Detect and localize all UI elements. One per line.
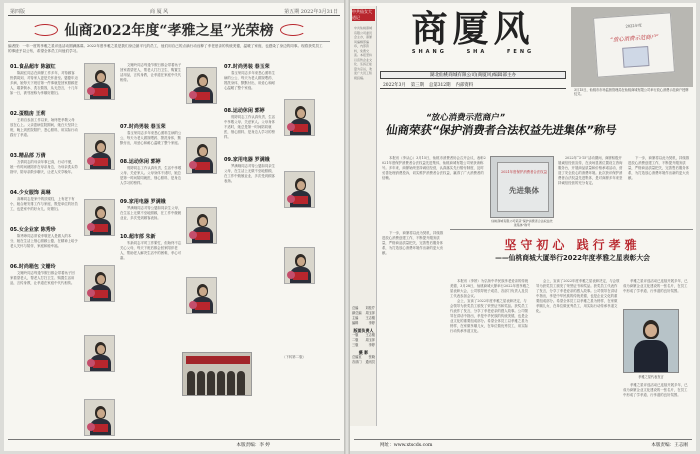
winner-text: 朱新同志平时工作繁忙，但始终不忘关心父母，每天下班后都会回家陪伴老人，帮助老人解决生活中的困难，孝心可嘉。 bbox=[120, 241, 182, 260]
running-head bbox=[8, 7, 340, 16]
article-column: 孝雅之星评选活动已连续开展多年，已成为商厦企业文化建设的一张名片，在员工中形成了学孝道、行孝道的良好氛围。 bbox=[623, 383, 688, 397]
honor-roll-banner bbox=[8, 18, 330, 42]
editor-note: 编者按：一年一度的孝雅之星评选活动圆满落幕。2022年度孝雅之星是我们身边最平凡的员工，他们用自己的点滴行动诠释了孝老爱亲的传统美德，温暖了家庭，也感染了身边的同事。现将获奖员工的事迹予以公布，希望全体员工向他们学习。 bbox=[8, 44, 323, 53]
winner-photo bbox=[84, 335, 115, 372]
award-ceremony-photo bbox=[182, 352, 252, 396]
article-column: 本报讯（李从心）3月15日，仙桃市消费者协会召开会议，表彰2021年度保护消费者合法权益先进集体，仙桃商城有限公司荣获该称号。多年来，商厦始终坚持诚信经营，认真落实先行赔付制度，及时妥善处理消费投诉，切实维护消费者合法权益，赢得了广大消费者的信赖。 bbox=[382, 156, 486, 180]
winner-title: 03.精品部 万倩 bbox=[10, 153, 46, 159]
winner-photo bbox=[84, 199, 115, 236]
staff-row: 编辑 李婷 bbox=[352, 321, 375, 325]
article-column: 会上，宣读了2022年度孝雅之星表彰决定，与会领导为获奖员工颁发了荣誉证书和奖品。获奖员工代表作了发言，分享了孝老爱亲的感人故事。公司领导在讲话中指出，孝是中华民族的传统美德，也是企业文化的重要组成部分。希望全体员工以孝雅之星为榜样，在家做孝顺儿女，在单位做优秀员工，用实际行动传承孝道文化。 bbox=[536, 279, 620, 313]
winner-photo bbox=[284, 247, 315, 284]
winner-photo bbox=[186, 277, 217, 314]
winner-text: 万倩同志的母亲年事已高，行动不便，她一有时间就陪伴在母亲身边，为母亲洗头剪指甲，陪母亲散步聊天，让老人安享晚年。 bbox=[10, 160, 78, 174]
headline-consumer-award bbox=[380, 105, 693, 153]
masthead bbox=[380, 9, 566, 69]
winner-title: 07.时尚男装 春玉荣 bbox=[120, 124, 166, 130]
winner-text: 郭婷同志工作认真负责，生活中孝敬父母、关爱家人。父母身体不适时，她总是第一时间陪同就医，细心照料，是身边人学习的榜样。 bbox=[224, 115, 276, 139]
issue-line: 2022年3月 第三期 总第312期 内部资料 bbox=[380, 81, 566, 89]
left-page bbox=[4, 3, 344, 451]
winner-text: 春玉荣同志多年来悉心照料生病的公公，每天为老人做饭喂药、擦洗身体，默默付出，用爱心和耐心温暖了整个家庭。 bbox=[120, 131, 182, 145]
continued-note bbox=[254, 355, 334, 415]
winner-text: 文姗玲同志每逢节假日都会带着孩子回家看望老人，帮老人打扫卫生、购置生活用品，言传身教，让孝道在家庭中代代相传。 bbox=[10, 271, 75, 285]
article-column: 下一步，商厦将以此为契机，持续推进放心消费创建工作，不断提升服务质量，严格商品质量把关，完善售后服务体系，为打造放心消费环境作出新的更大贡献。 bbox=[382, 231, 444, 255]
page-footer bbox=[354, 439, 692, 448]
winner-title: 09.家用电器 罗满娥 bbox=[120, 199, 166, 205]
winner-photo bbox=[284, 99, 315, 136]
staff-row: 各部门 通讯员 bbox=[352, 360, 375, 364]
page-footer bbox=[8, 439, 340, 448]
winner-title: 09.家用电器 罗满娥 bbox=[224, 157, 270, 163]
winner-title: 07.时尚男装 春玉荣 bbox=[224, 64, 270, 70]
plaque-caption: 仙桃商城有限公司荣获“保护消费者合法权益先进集体”称号 bbox=[491, 219, 553, 228]
info-sidebar bbox=[350, 6, 377, 426]
paper-name: 商 厦 风 bbox=[150, 9, 169, 15]
winner-photo bbox=[84, 133, 115, 170]
headline-subtitle: “放心消费示范商户” bbox=[425, 113, 506, 123]
winners-column bbox=[120, 63, 182, 443]
photo-caption: 3月15日，仙桃市市场监督管理局在仙桃商城有限公司举行放心消费示范商户授牌仪式。 bbox=[574, 88, 689, 97]
winner-text: 高琳同志是家中的顶梁柱，上有老下有小，她合理安排工作与家庭，既是单位的好员工，也是家中的好女儿、好媳妇。 bbox=[10, 197, 78, 211]
winner-title: 01.食品超市 陈淑红 bbox=[10, 64, 56, 70]
section-label: 版面负责人 bbox=[353, 328, 374, 333]
winner-photo bbox=[84, 399, 115, 436]
winner-title: 08.运动休闲 郭婷 bbox=[224, 108, 265, 114]
winner-title: 05.女企业家 陈秀珍 bbox=[10, 227, 56, 233]
banner-title: 仙商2022年度“孝雅之星”光荣榜 bbox=[64, 22, 274, 39]
winner-photo bbox=[284, 171, 315, 208]
speaker-photo bbox=[623, 309, 679, 373]
website-link[interactable]: 网址：www.xtscds.com bbox=[380, 443, 433, 448]
staff-row: 主编 王志刚 bbox=[352, 316, 375, 320]
headline-main: 仙商荣获“保护消费者合法权益先进集体”称号 bbox=[385, 123, 618, 137]
award-board: 2022年度 “放心消费示范商户” bbox=[593, 12, 675, 77]
publisher-line: 湖北仙桃商城有限公司(商厦风)编辑部主办 bbox=[380, 71, 566, 79]
winner-text: 陈秀珍同志常说孝敬老人是做人的本分，她在生活上细心照顾公婆，在精神上给予老人关怀与陪伴，家庭和睦幸福。 bbox=[10, 234, 78, 248]
staff-row: 一版 王志刚 bbox=[352, 333, 375, 337]
portrait-caption: 孝雅之星代表发言 bbox=[638, 375, 664, 379]
winner-title: 08.运动休闲 郭婷 bbox=[120, 159, 161, 165]
winner-text-continued: 文姗玲同志每逢节假日都会带着孩子回家看望老人，帮老人打扫卫生、购置生活用品，言传身教，让孝道在家庭中代代相传。 bbox=[120, 63, 182, 82]
winner-photo bbox=[186, 207, 217, 244]
winner-title: 02.蛋糕房 王莉 bbox=[10, 111, 46, 117]
footer-editor: 本版责编：王志刚 bbox=[651, 443, 688, 448]
winner-photo bbox=[84, 265, 115, 302]
winner-title: 10.超市部 朱新 bbox=[120, 234, 156, 240]
winner-text: 春玉荣同志多年来悉心照料生病的公公，每天为老人做饭喂药、擦洗身体，默默付出，用爱心和耐心温暖了整个家庭。 bbox=[224, 71, 276, 90]
footer-editor: 本版责编：李 婷 bbox=[236, 443, 270, 448]
winner-photo bbox=[186, 137, 217, 174]
winner-photo bbox=[84, 63, 115, 100]
staff-row: 总编室 张晓 bbox=[352, 355, 375, 359]
winner-text: 罗满娥同志对待公婆如同亲生父母，在生活上无微不至地照顾，在工作中兢兢业业，多次受到顾客表扬。 bbox=[224, 164, 276, 183]
masthead-title: 商厦风 bbox=[411, 8, 535, 50]
staff-row: 三版 李婷 bbox=[352, 343, 375, 347]
winner-text: 陈淑红同志在商厦工作多年，对待顾客热情周到，对待家人更是关怀备至。婆婆年迈多病，她每天下班后第一件事就是回家照顾老人，端茶倒水、洗衣做饭，从无怨言，十几年如一日，被邻里称为孝顺好媳妇。 bbox=[10, 71, 78, 95]
page-number: 第四版 bbox=[10, 9, 26, 15]
article-column: 2022年“3·15”活动期间，商厦积极开展诚信经营宣传，在卖场显著位置设立咨询服务台，开展商品质量和价格承诺活动，营造了安全放心的消费环境。此次获评保护消费者合法权益先进集体，是对商厦多年来坚持诚信经营的充分肯定。 bbox=[558, 156, 623, 185]
article-column: 下一步，商厦将以此为契机，持续推进放心消费创建工作，不断提升服务质量，严格商品质量把关，完善售后服务体系，为打造放心消费环境作出新的更大贡献。 bbox=[628, 156, 690, 180]
right-page bbox=[350, 3, 696, 451]
swirl-ornament-icon bbox=[280, 24, 306, 36]
contributors-label: 摄 影 bbox=[358, 350, 369, 355]
winners-column bbox=[224, 63, 276, 353]
winners-column bbox=[10, 63, 78, 443]
winner-text: 王莉自参加工作以来，始终把孝敬父母放在心上。父亲患病住院期间，她白天坚持上班，晚上到医院陪护，悉心照料，用实际行动践行了孝道。 bbox=[10, 118, 78, 137]
award-plaque-photo: 2021年度保护消费者合法权益 先进集体 bbox=[490, 156, 554, 218]
sidebar-label: 中共仙女大道记 bbox=[352, 9, 375, 21]
staff-row: 总编 刘桂芹 bbox=[352, 306, 375, 310]
winner-title: 04.少女服饰 高琳 bbox=[10, 190, 51, 196]
winner-title: 06.时尚箱包 文姗玲 bbox=[10, 264, 56, 270]
headline-subtitle: ——仙桃商城大厦举行2022年度孝雅之星表彰大会 bbox=[495, 254, 650, 262]
swirl-ornament-icon bbox=[32, 24, 58, 36]
article-column: 本报讯（李婷）为弘扬中华民族孝老爱亲的传统美德，3月28日，仙桃商城大厦举行2022年度孝雅之星表彰大会，公司领导班子成员、各部门负责人及员工代表参加会议。 会上，宣读了2022年度孝雅之星表彰决定，与会领导为获奖员工颁发了荣誉证书和奖品。获奖员工代表作了发言，分享了孝老爱亲的感人故事。公司领导在讲话中指出，孝是中华民族的传统美德，也是企业文化的重要组成部分。希望全体员工以孝雅之星为榜样，在家做孝顺儿女，在单位做优秀员工，用实际行动传承孝道文化。 bbox=[450, 279, 530, 333]
winner-text: 罗满娥同志对待公婆如同亲生父母，在生活上无微不至地照顾，在工作中兢兢业业，多次受到顾客表扬。 bbox=[120, 206, 182, 220]
seal-icon bbox=[622, 46, 649, 68]
issue-date: 第五期 2022年3月31日 bbox=[284, 9, 338, 15]
headline-ceremony bbox=[450, 229, 693, 277]
masthead-pinyin: SHANG SHA FENG bbox=[411, 49, 535, 55]
sidebar-text: 中共仙桃商城有限公司委员会主办，商厦风编辑部编印，内部资料，免费交流。本报坚持以宣传企业文化、弘扬正能量为宗旨，欢迎广大员工积极投稿。 bbox=[354, 26, 373, 80]
article-column: 孝雅之星评选活动已连续开展多年，已成为商厦企业文化建设的一张名片，在员工中形成了学孝道、行孝道的良好氛围。 bbox=[623, 279, 688, 293]
winner-photo bbox=[186, 67, 217, 104]
staff-list bbox=[352, 306, 375, 365]
headline-main: 坚守初心 践行孝雅 bbox=[504, 238, 641, 252]
staff-row: 副总编 周玉萍 bbox=[352, 311, 375, 315]
winner-text: 郭婷同志工作认真负责，生活中孝敬父母、关爱家人。父母身体不适时，她总是第一时间陪同就医，细心照料，是身边人学习的榜样。 bbox=[120, 166, 182, 185]
continued-label: （下转第二版） bbox=[282, 355, 306, 359]
award-board-photo bbox=[571, 7, 693, 87]
staff-row: 二版 周玉萍 bbox=[352, 338, 375, 342]
